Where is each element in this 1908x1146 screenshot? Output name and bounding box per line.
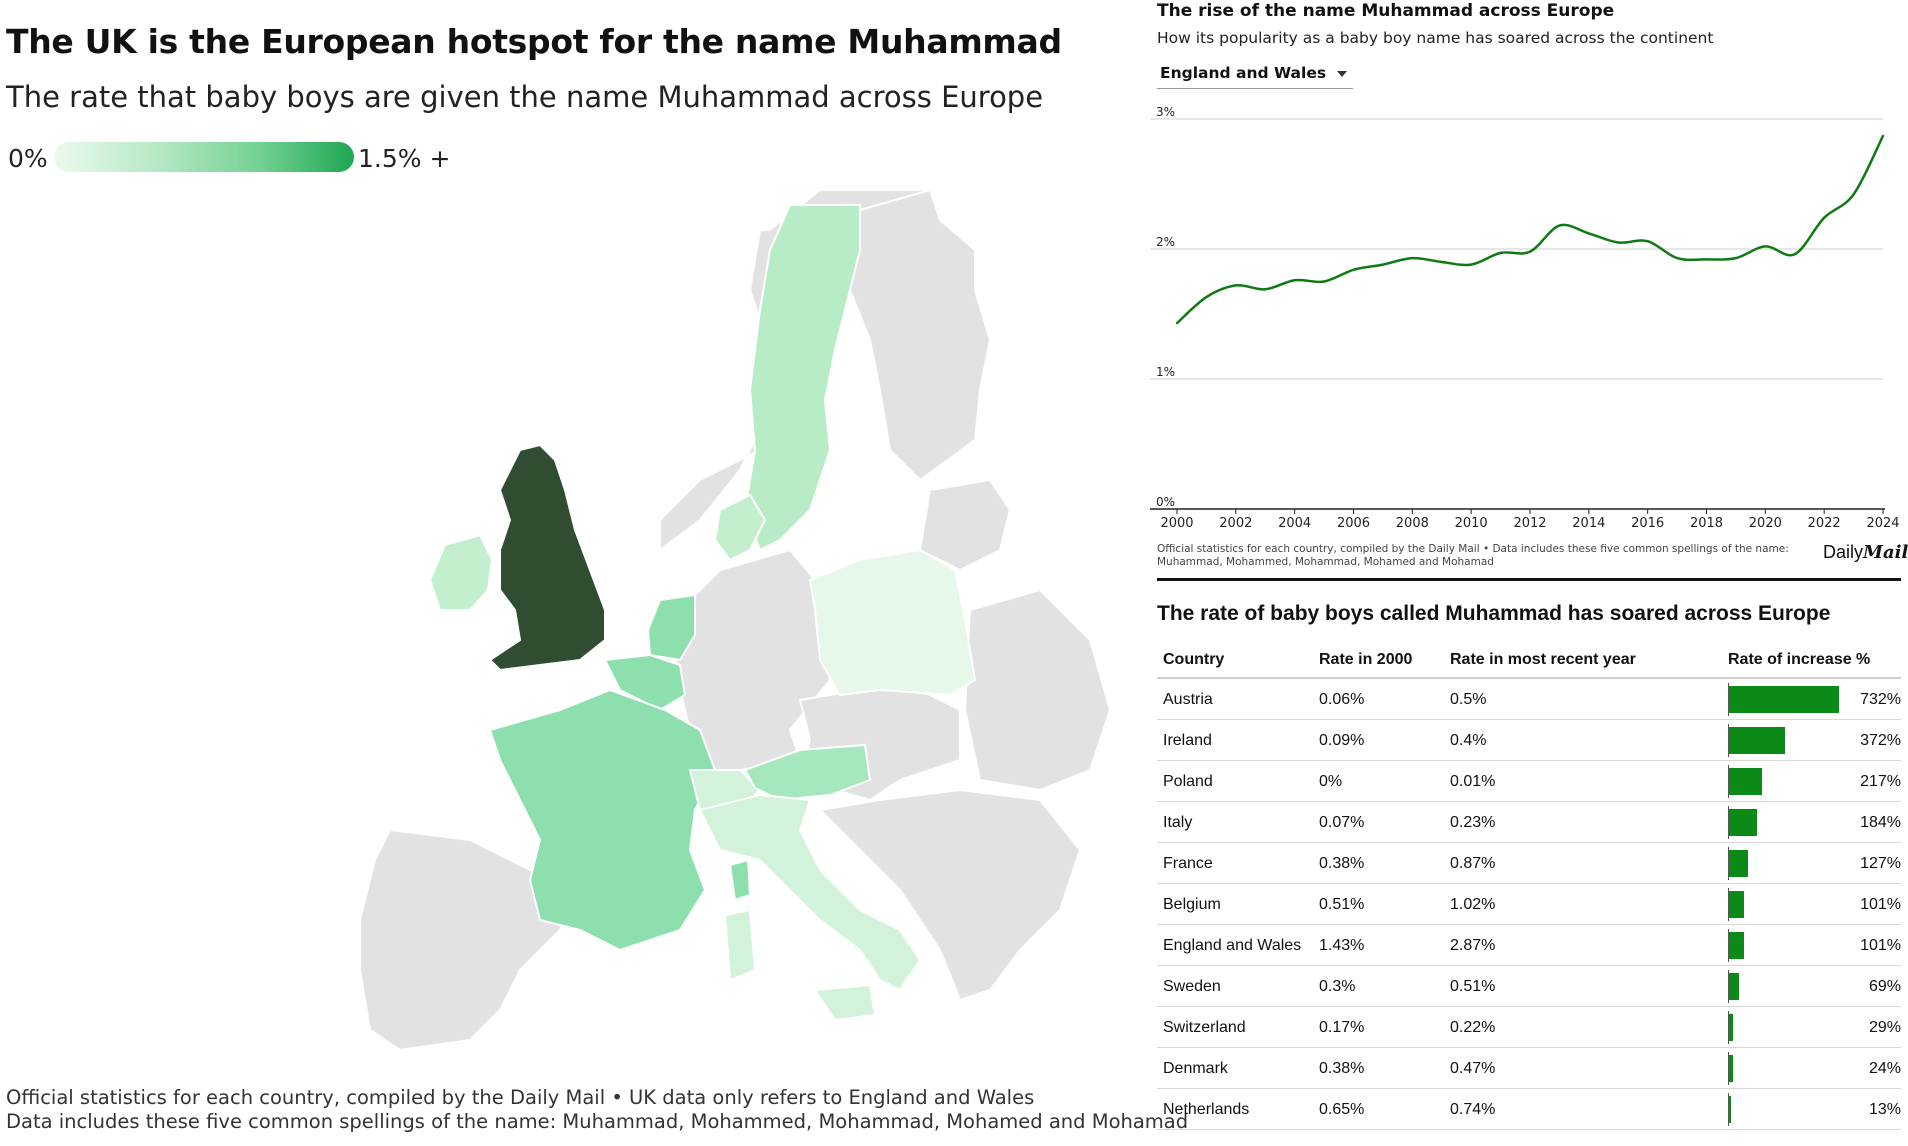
table-body <box>1157 679 1901 1130</box>
country-england-and-wales <box>490 445 605 670</box>
legend-gradient <box>54 142 354 172</box>
table-row <box>1157 1089 1901 1130</box>
cell-rate-recent: 0.51% <box>1450 978 1496 995</box>
header-rate-increase[interactable]: Rate of increase % <box>1728 651 1871 668</box>
y-tick-label: 2% <box>1156 235 1176 249</box>
data-point <box>1882 135 1884 137</box>
line-chart-source-note: Official statistics for each country, compiled by the Daily Mail • Data includes these five common spellings of the name: <box>1157 543 1789 555</box>
map-subtitle: The rate that baby boys are given the name Muhammad across Europe <box>6 80 1044 114</box>
header-rate-2000[interactable]: Rate in 2000 <box>1319 651 1413 668</box>
cell-increase-label: 184% <box>1860 814 1901 831</box>
increase-bar <box>1729 850 1748 877</box>
cell-rate-2000: 0.06% <box>1319 691 1365 708</box>
line-chart <box>1150 95 1900 535</box>
x-tick-label: 2012 <box>1513 516 1547 531</box>
cell-rate-recent: 0.5% <box>1450 691 1487 708</box>
x-tick-label: 2008 <box>1395 516 1429 531</box>
cell-increase-label: 69% <box>1868 978 1901 995</box>
cell-country: Poland <box>1163 773 1213 790</box>
cell-country: Italy <box>1163 814 1193 831</box>
data-point <box>1705 258 1707 260</box>
cell-country: Netherlands <box>1163 1101 1250 1118</box>
cell-rate-2000: 0.07% <box>1319 814 1365 831</box>
cell-increase-label: 372% <box>1860 732 1901 749</box>
cell-rate-2000: 0.3% <box>1319 978 1356 995</box>
country-dropdown-value: England and Wales <box>1160 64 1327 82</box>
cell-increase-label: 24% <box>1868 1060 1901 1077</box>
cell-country: Sweden <box>1163 978 1221 995</box>
table-row <box>1157 679 1901 720</box>
daily-mail-logo <box>1823 542 1908 563</box>
data-point <box>1794 253 1796 255</box>
increase-bar <box>1729 1096 1731 1123</box>
cell-increase-label: 101% <box>1860 937 1901 954</box>
cell-rate-recent: 0.47% <box>1450 1060 1496 1077</box>
country-baltics <box>920 480 1010 570</box>
section-divider <box>1157 578 1901 581</box>
cell-rate-recent: 0.74% <box>1450 1101 1496 1118</box>
cell-rate-2000: 0.38% <box>1319 1060 1365 1077</box>
brand-daily: Daily <box>1823 542 1864 562</box>
cell-rate-2000: 0.51% <box>1319 896 1365 913</box>
data-point <box>1470 263 1472 265</box>
data-point <box>1529 250 1531 252</box>
table-row <box>1157 720 1901 761</box>
data-point <box>1441 261 1443 263</box>
legend-max-label: 1.5% + <box>358 144 451 173</box>
x-tick-label: 2014 <box>1572 516 1606 531</box>
increase-bar <box>1729 1014 1733 1041</box>
increase-bar <box>1729 768 1762 795</box>
data-point <box>1352 269 1354 271</box>
country-dropdown[interactable] <box>1157 62 1353 89</box>
data-point <box>1646 240 1648 242</box>
legend-min-label: 0% <box>8 144 48 173</box>
x-tick-label: 2004 <box>1278 516 1312 531</box>
map-spellings-note: Data includes these five common spellings of the name: Muhammad, Mohammed, Mohammad, Mohamed and Mohamad <box>6 1110 1189 1133</box>
data-point <box>1264 288 1266 290</box>
x-tick-label: 2022 <box>1807 516 1841 531</box>
table-row <box>1157 843 1901 884</box>
cell-rate-recent: 0.22% <box>1450 1019 1496 1036</box>
cell-rate-2000: 0.38% <box>1319 855 1365 872</box>
increase-bar <box>1729 1055 1733 1082</box>
cell-rate-recent: 2.87% <box>1450 937 1496 954</box>
cell-increase-label: 101% <box>1860 896 1901 913</box>
data-point <box>1176 322 1178 324</box>
chevron-down-icon <box>1337 71 1347 77</box>
table-title: The rate of baby boys called Muhammad has soared across Europe <box>1157 602 1831 625</box>
data-point <box>1499 252 1501 254</box>
cell-increase-label: 127% <box>1860 855 1901 872</box>
table-row <box>1157 802 1901 843</box>
country-finland <box>850 190 990 480</box>
cell-rate-recent: 0.01% <box>1450 773 1496 790</box>
table-row <box>1157 884 1901 925</box>
increase-bar <box>1729 932 1744 959</box>
data-point <box>1235 284 1237 286</box>
line-chart-title: The rise of the name Muhammad across Europe <box>1157 1 1615 21</box>
data-point <box>1823 217 1825 219</box>
cell-country: England and Wales <box>1163 937 1302 954</box>
header-country[interactable]: Country <box>1163 651 1225 668</box>
data-point <box>1411 257 1413 259</box>
data-point <box>1382 263 1384 265</box>
cell-rate-2000: 0.09% <box>1319 732 1365 749</box>
table-row <box>1157 761 1901 802</box>
cell-increase-label: 732% <box>1860 691 1901 708</box>
cell-increase-label: 217% <box>1860 773 1901 790</box>
cell-country: Austria <box>1163 691 1213 708</box>
country-poland <box>810 550 975 695</box>
map-source-note: Official statistics for each country, compiled by the Daily Mail • UK data only refers to England and Wales <box>6 1086 1035 1109</box>
line-chart-subtitle: How its popularity as a baby boy name has soared across the continent <box>1157 29 1714 47</box>
data-point <box>1676 257 1678 259</box>
country-italy-sardinia <box>725 910 755 980</box>
x-tick-label: 2024 <box>1866 516 1900 531</box>
cell-rate-2000: 0.65% <box>1319 1101 1365 1118</box>
table-row <box>1157 1007 1901 1048</box>
cell-rate-2000: 0.17% <box>1319 1019 1365 1036</box>
x-tick-label: 2000 <box>1160 516 1194 531</box>
cell-country: Belgium <box>1163 896 1221 913</box>
increase-bar <box>1729 809 1757 836</box>
x-tick-label: 2002 <box>1219 516 1253 531</box>
x-tick-label: 2010 <box>1454 516 1488 531</box>
y-tick-label: 3% <box>1156 105 1176 119</box>
cell-rate-recent: 1.02% <box>1450 896 1496 913</box>
x-tick-label: 2018 <box>1689 516 1724 531</box>
cell-rate-recent: 0.87% <box>1450 855 1496 872</box>
corsica <box>730 860 750 900</box>
data-point <box>1852 193 1854 195</box>
table-row <box>1157 925 1901 966</box>
table-row <box>1157 1048 1901 1089</box>
data-point <box>1323 280 1325 282</box>
increase-bar <box>1729 727 1785 754</box>
cell-increase-label: 13% <box>1868 1101 1901 1118</box>
data-point <box>1764 245 1766 247</box>
cell-increase-label: 29% <box>1868 1019 1901 1036</box>
cell-rate-recent: 0.4% <box>1450 732 1487 749</box>
data-point <box>1205 296 1207 298</box>
map-title: The UK is the European hotspot for the name Muhammad <box>6 22 1062 61</box>
increase-bar <box>1729 686 1839 713</box>
data-point <box>1293 279 1295 281</box>
line-chart-spellings-note: Muhammad, Mohammed, Mohammad, Mohamed and Mohamad <box>1157 556 1494 568</box>
header-rate-recent[interactable]: Rate in most recent year <box>1450 651 1636 668</box>
cell-country: Ireland <box>1163 732 1212 749</box>
country-italy-sicily <box>815 985 875 1020</box>
y-tick-label: 0% <box>1156 495 1176 509</box>
data-point <box>1558 224 1560 226</box>
country-balkans <box>820 790 1080 1000</box>
series-line <box>1177 136 1883 323</box>
y-tick-label: 1% <box>1156 365 1176 379</box>
table-row <box>1157 966 1901 1007</box>
cell-rate-2000: 0% <box>1319 773 1343 790</box>
brand-mail: Mail <box>1863 542 1908 563</box>
cell-country: Switzerland <box>1163 1019 1246 1036</box>
europe-map <box>0 190 1150 1070</box>
data-point <box>1617 241 1619 243</box>
cell-rate-recent: 0.23% <box>1450 814 1496 831</box>
x-tick-label: 2016 <box>1631 516 1665 531</box>
x-tick-label: 2020 <box>1748 516 1782 531</box>
x-tick-label: 2006 <box>1336 516 1371 531</box>
country-ireland <box>430 535 492 610</box>
data-point <box>1588 232 1590 234</box>
country-eastern-europe <box>965 590 1110 790</box>
increase-bar <box>1729 973 1739 1000</box>
increase-bar <box>1729 891 1744 918</box>
cell-rate-2000: 1.43% <box>1319 937 1365 954</box>
cell-country: France <box>1163 855 1213 872</box>
data-point <box>1735 257 1737 259</box>
cell-country: Denmark <box>1163 1060 1228 1077</box>
